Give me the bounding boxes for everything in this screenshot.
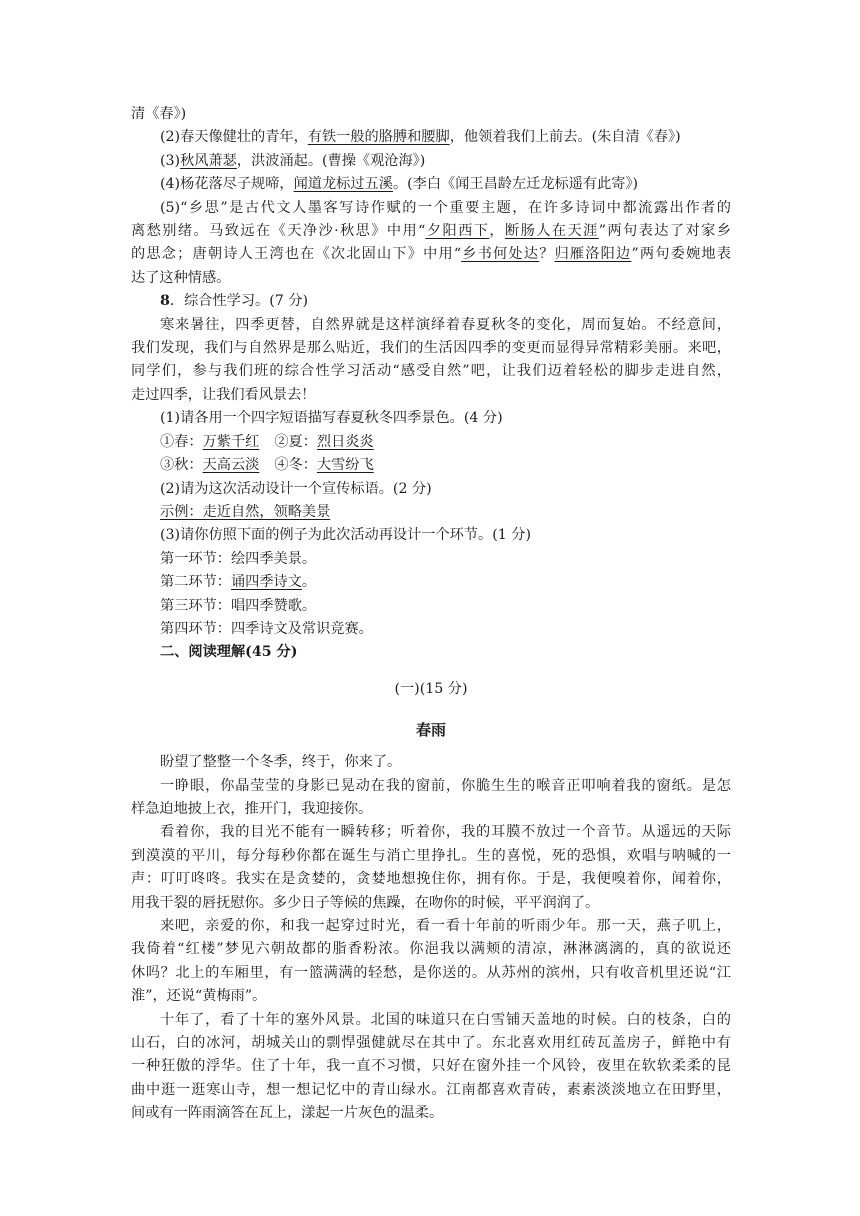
q8-intro-line-4: 走过四季，让我们看风景去！	[131, 386, 316, 403]
q8-step-4: 第四环节：四季诗文及常识竞赛。	[160, 620, 373, 637]
q7-item-4-suffix: 。(李白《闻王昌龄左迁龙标遥有此寄》)	[392, 176, 639, 193]
q7-item-3-answer: 秋风萧瑟	[180, 152, 237, 169]
autumn-label: ③秋：	[160, 457, 203, 474]
q8-step-1: 第一环节：绘四季美景。	[160, 550, 317, 567]
passage-title: 春雨	[415, 721, 446, 740]
passage-line: 盼望了整整一个冬季，终于，你来了。	[160, 754, 402, 771]
q7-item-5-text: 的思念；唐朝诗人王湾也在《次北固山下》中用“	[131, 246, 462, 263]
q7-item-2	[131, 126, 731, 149]
step-2-answer: 诵四季诗文	[230, 574, 302, 591]
q7-item-4	[131, 173, 731, 196]
passage-line: 看着你，我的目光不能有一瞬转移；听着你，我的耳膜不放过一个音节。从遥远的天际	[160, 824, 731, 841]
q8-heading	[131, 290, 731, 313]
slogan-answer: 示例：走近自然，领略美景	[160, 503, 331, 520]
winter-answer: 大雪纷飞	[316, 457, 374, 474]
q8-title: ．综合性学习。(7 分)	[169, 293, 308, 310]
q8-intro-line-2: 我们发现，我们与自然界是那么贴近，我们的生活因四季的变更而显得异常精彩美丽。来吧，	[131, 340, 731, 357]
q7-item-5-answer-4: 归雁洛阳边	[554, 246, 632, 263]
q7-item-5-line-4: 达了这种情感。	[131, 269, 231, 286]
q7-item-4-answer: 闻道龙标过五溪	[293, 176, 393, 193]
q8-sub-2: (2)请为这次活动设计一个宣传标语。(2 分)	[160, 480, 432, 497]
passage-line: 声：叮叮咚咚。我实在是贪婪的，贪婪地想挽住你，拥有你。于是，我便嗅着你，闻着你，	[131, 871, 731, 888]
passage-line: 我倚着“红楼”梦见六朝故都的脂香粉浓。你浥我以满颊的清凉，淋淋漓漓的，真的欲说还	[131, 941, 731, 958]
passage-line: 到漠漠的平川，每分每秒你都在诞生与消亡里挣扎。生的喜悦，死的恐惧，欢唱与呐喊的一	[131, 847, 731, 864]
q8-step-3: 第三环节：唱四季赞歌。	[160, 597, 317, 614]
passage-line: 山石，白的冰河，胡城关山的剽悍强健就尽在其中了。东北喜欢用红砖瓦盖房子，鲜艳中有	[131, 1035, 731, 1052]
q8-intro-line-3: 同学们，参与我们班的综合性学习活动“感受自然”吧，让我们迈着轻松的脚步走进自然，	[131, 363, 731, 380]
q7-item-4-prefix: (4)杨花落尽子规啼，	[160, 176, 294, 193]
q8-seasons-row-1	[131, 431, 731, 454]
step-2-label: 第二环节：	[160, 574, 231, 591]
passage-line: 一种狂傲的浮华。住了十年，我一直不习惯，只好在窗外挂一个风铃，夜里在软软柔柔的昆	[131, 1058, 731, 1075]
q7-item-2-suffix: ，他领着我们上前去。(朱自清《春》)	[449, 129, 681, 146]
q8-slogan	[131, 501, 731, 524]
q8-sub-3: (3)请你仿照下面的例子为此次活动再设计一个环节。(1 分)	[160, 527, 532, 544]
winter-label: ④冬：	[274, 457, 317, 474]
q7-item-5-answer-1: 夕阳西下	[425, 223, 490, 240]
q7-item-5-answer-2: 断肠人在天涯	[504, 223, 599, 240]
q7-item-5-text: ”两句表达了对家乡	[598, 223, 731, 240]
q7-item-3-prefix: (3)	[160, 152, 181, 169]
spring-label: ①春：	[160, 433, 203, 450]
passage-line: 十年了，看了十年的塞外风景。北国的味道只在白雪铺天盖地的时候。白的枝条，白的	[160, 1011, 731, 1028]
q7-item-5-line-3	[131, 243, 731, 266]
part-heading: (一)(15 分)	[394, 680, 468, 697]
passage-line: 一睁眼，你晶莹莹的身影已晃动在我的窗前，你脆生生的喉音正叩响着我的窗纸。是怎	[160, 777, 731, 794]
q7-item-3-suffix: ，洪波涌起。(曹操《观沧海》)	[236, 152, 426, 169]
q7-item-5-line-1: (5)“乡思”是古代文人墨客写诗作赋的一个重要主题，在许多诗词中都流露出作者的	[160, 199, 731, 216]
q7-item-2-answer: 有铁一般的胳膊和腰脚	[307, 129, 450, 146]
q8-sub-1: (1)请各用一个四字短语描写春夏秋冬四季景色。(4 分)	[160, 410, 503, 427]
summer-answer: 烈日炎炎	[316, 433, 374, 450]
passage-line: 样急迫地披上衣，推开门，我迎接你。	[131, 800, 373, 817]
passage-line: 曲中逛一逛寒山寺，想一想记忆中的青山绿水。江南都喜欢青砖，素素淡淡地立在田野里，	[131, 1081, 731, 1098]
content-column	[131, 103, 731, 1126]
q7-item-2-prefix: (2)春天像健壮的青年，	[160, 129, 308, 146]
passage-line: 用我干裂的唇抚慰你。多少日子等候的焦躁，在吻你的时候，平平润润了。	[131, 894, 600, 911]
section-heading: 二、阅读理解(45 分)	[160, 644, 298, 661]
q7-item-5-text: ？	[539, 246, 555, 263]
autumn-answer: 天高云淡	[202, 457, 260, 474]
q7-item-5-answer-3: 乡书何处达	[461, 246, 540, 263]
q7-item-5-text: ，	[489, 223, 505, 240]
step-2-end: 。	[301, 574, 317, 591]
q7-item-3	[131, 150, 731, 173]
q7-item-5-line-2	[131, 220, 731, 243]
passage-line: 来吧，亲爱的你，和我一起穿过时光，看一看十年前的听雨少年。那一天，燕子叽上，	[160, 918, 731, 934]
passage-line: 间或有一阵雨滴答在瓦上，漾起一片灰色的温柔。	[131, 1105, 444, 1122]
q8-number: 8	[160, 293, 170, 310]
q8-intro-line-1: 寒来暑往，四季更替，自然界就是这样演绎着春夏秋冬的变化，周而复始。不经意间，	[160, 316, 731, 333]
q8-seasons-row-2	[131, 454, 731, 477]
q7-line-tail: 清《春》)	[131, 106, 187, 122]
q7-item-5-text: ”两句委婉地表	[631, 246, 731, 263]
passage-line: 淮”，还说“黄梅雨”。	[131, 988, 267, 1005]
spring-answer: 万紫千红	[202, 433, 260, 450]
q7-item-5-text: 离愁别绪。马致远在《天净沙·秋思》中用“	[131, 223, 426, 240]
passage-line: 休吗？北上的车厢里，有一篮满满的轻愁，是你送的。从苏州的滨州，只有收音机里还说“江	[131, 964, 731, 981]
summer-label: ②夏：	[274, 433, 317, 450]
q8-step-2	[131, 571, 731, 594]
